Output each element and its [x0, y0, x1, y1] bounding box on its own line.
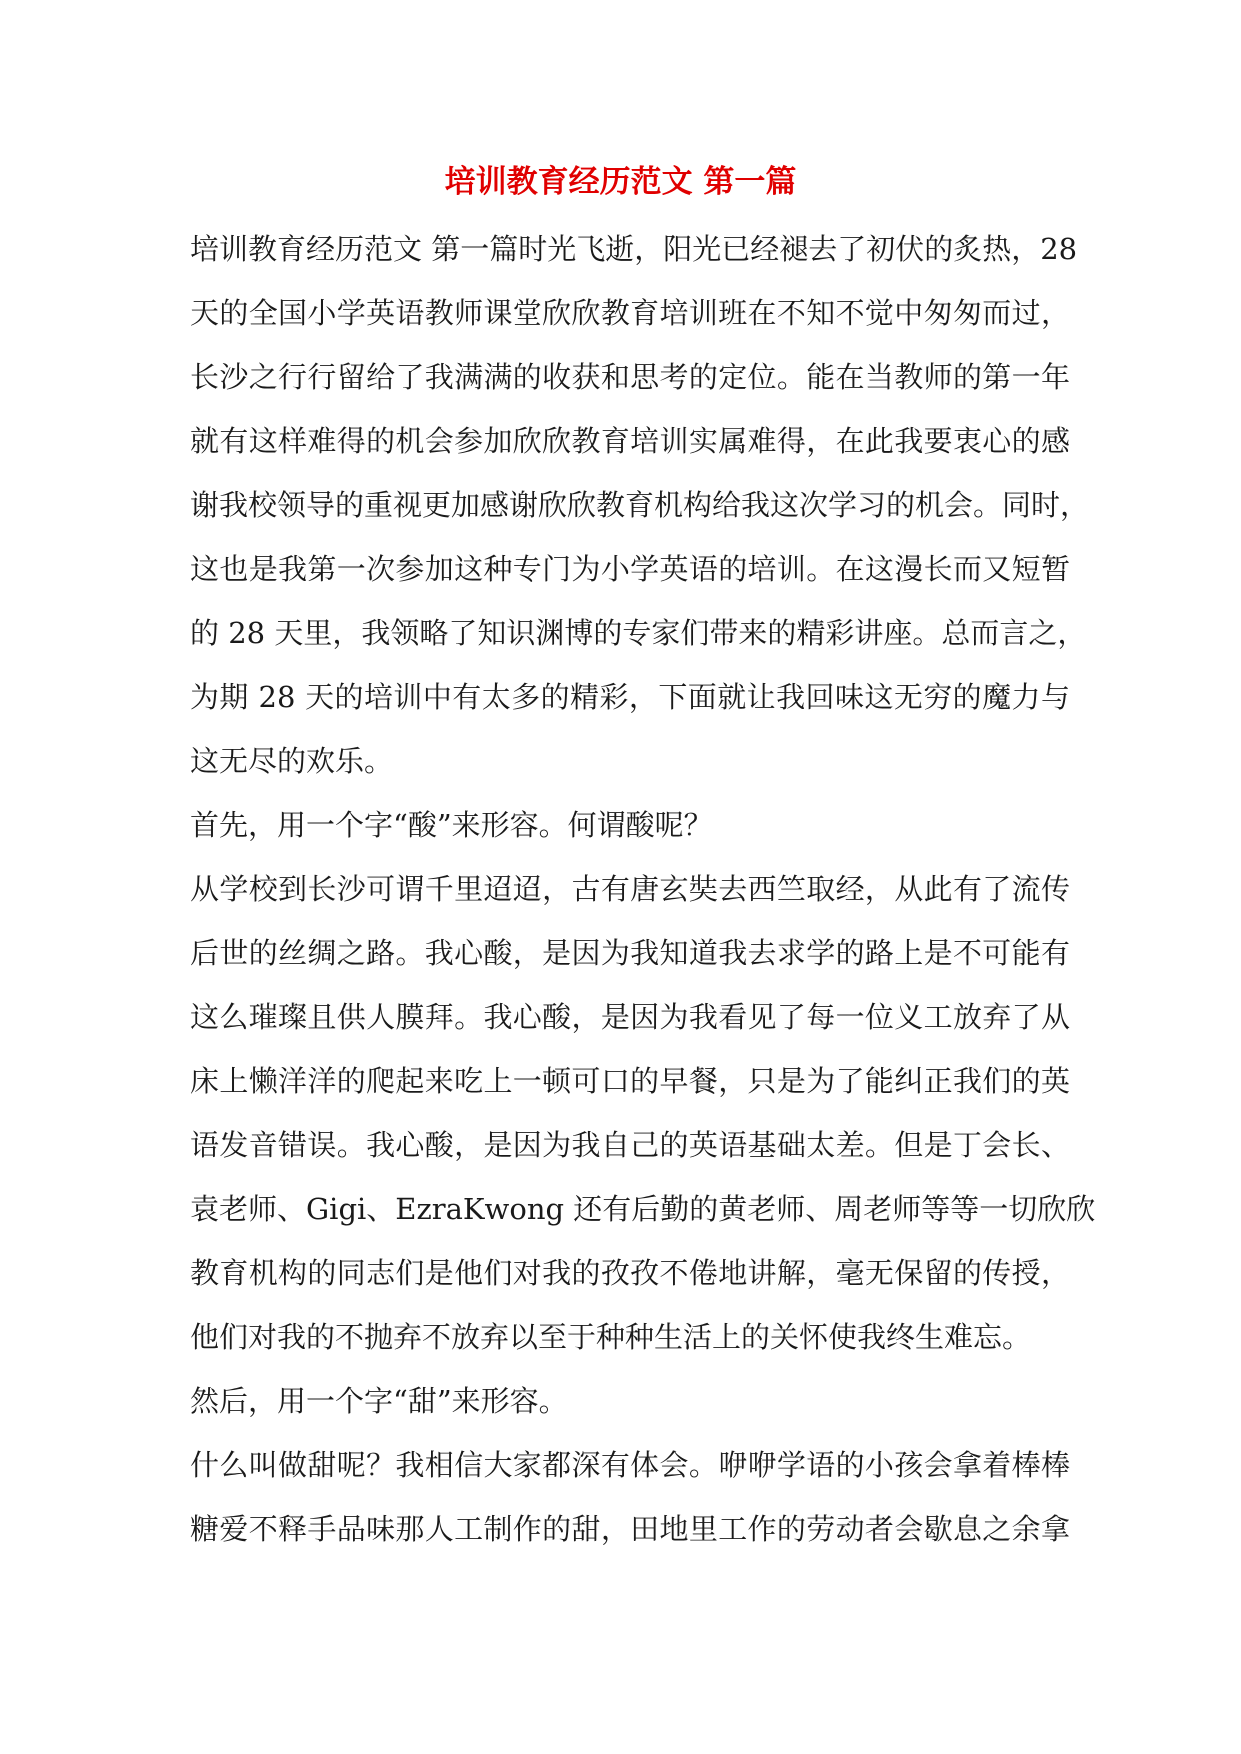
text-line: 培训教育经历范文 第一篇时光飞逝，阳光已经褪去了初伏的炙热，28 — [190, 232, 1078, 266]
text-line: 从学校到长沙可谓千里迢迢，古有唐玄奘去西竺取经，从此有了流传 — [190, 872, 1070, 906]
text-line: 后世的丝绸之路。我心酸，是因为我知道我去求学的路上是不可能有 — [190, 936, 1070, 970]
text-line: 长沙之行行留给了我满满的收获和思考的定位。能在当教师的第一年 — [190, 360, 1070, 394]
text-line: 这也是我第一次参加这种专门为小学英语的培训。在这漫长而又短暂 — [190, 552, 1070, 586]
text-line: 床上懒洋洋的爬起来吃上一顿可口的早餐，只是为了能纠正我们的英 — [190, 1064, 1070, 1098]
page-title: 培训教育经历范文 第一篇 — [444, 164, 797, 200]
text-line: 天的全国小学英语教师课堂欣欣教育培训班在不知不觉中匆匆而过， — [190, 296, 1070, 330]
text-line: 为期 28 天的培训中有太多的精彩，下面就让我回味这无穷的魔力与 — [190, 680, 1070, 714]
text-line: 什么叫做甜呢？我相信大家都深有体会。咿咿学语的小孩会拿着棒棒 — [190, 1448, 1070, 1482]
text-line: 糖爱不释手品味那人工制作的甜，田地里工作的劳动者会歇息之余拿 — [190, 1512, 1070, 1546]
text-line: 袁老师、Gigi、EzraKwong 还有后勤的黄老师、周老师等等一切欣欣 — [190, 1192, 1096, 1226]
text-line: 然后，用一个字“甜”来形容。 — [190, 1384, 568, 1418]
text-line: 他们对我的不抛弃不放弃以至于种种生活上的关怀使我终生难忘。 — [190, 1320, 1032, 1354]
text-line: 这么璀璨且供人膜拜。我心酸，是因为我看见了每一位义工放弃了从 — [190, 1000, 1070, 1034]
text-line: 就有这样难得的机会参加欣欣教育培训实属难得，在此我要衷心的感 — [190, 424, 1070, 458]
text-line: 谢我校领导的重视更加感谢欣欣教育机构给我这次学习的机会。同时， — [190, 488, 1090, 522]
text-line: 这无尽的欢乐。 — [190, 744, 394, 778]
text-line: 首先，用一个字“酸”来形容。何谓酸呢？ — [190, 808, 713, 842]
text-line: 语发音错误。我心酸，是因为我自己的英语基础太差。但是丁会长、 — [190, 1128, 1070, 1162]
body-text — [190, 217, 1096, 1561]
text-line: 教育机构的同志们是他们对我的孜孜不倦地讲解，毫无保留的传授， — [190, 1256, 1070, 1290]
text-line: 的 28 天里，我领略了知识渊博的专家们带来的精彩讲座。总而言之， — [190, 616, 1087, 650]
